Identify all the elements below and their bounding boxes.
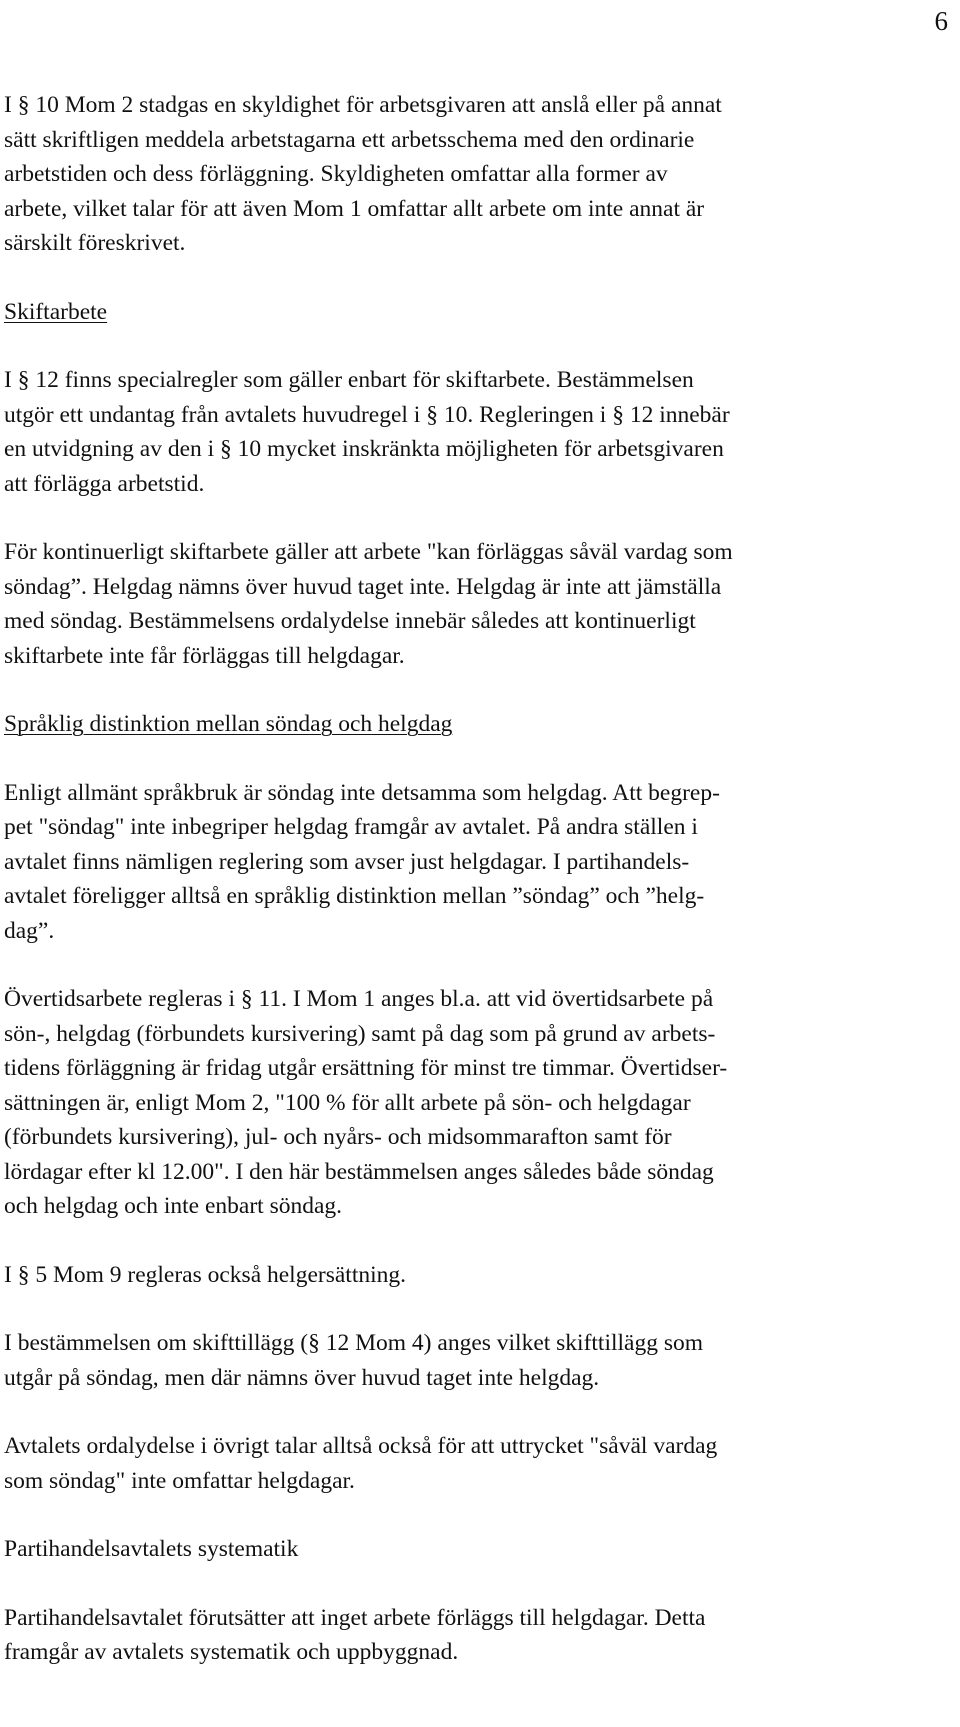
paragraph-5: Övertidsarbete regleras i § 11. I Mom 1 anges bl.a. att vid övertidsarbete på sön-, helgdag (förbundets kursivering) samt på dag som på grund av arbets- tidens förläggning är fridag utgår ersättning för minst tre timmar. Övertidser- sättningen är, enligt Mom 2, "100 % för allt arbete på sön- och helgdagar (förbundets kursivering), jul- och nyårs- och midsommarafton samt för lördagar efter kl 12.00". I den här bestämmelsen anges således både söndag och helgdag och inte enbart söndag. bbox=[4, 986, 728, 1219]
heading-skiftarbete: Skiftarbete bbox=[4, 298, 108, 325]
page-number: 6 bbox=[934, 6, 948, 36]
paragraph-1: I § 10 Mom 2 stadgas en skyldighet för arbetsgivaren att anslå eller på annat sätt skriftligen meddela arbetstagarna ett arbetsschema med den ordinarie arbetstiden och dess förläggning. Skyldigheten omfattar alla former av arbete, vilket talar för att även Mom 1 omfattar allt arbete om inte annat är särskilt föreskrivet. bbox=[4, 92, 722, 256]
paragraph-2: I § 12 finns specialregler som gäller enbart för skiftarbete. Bestämmelsen utgör ett undantag från avtalets huvudregel i § 10. Regleringen i § 12 innebär en utvidgning av den i § 10 mycket inskränkta möjligheten för arbetsgivaren att förlägga arbetstid. bbox=[4, 367, 730, 497]
paragraph-4: Enligt allmänt språkbruk är söndag inte detsamma som helgdag. Att begrep- pet "söndag" inte inbegriper helgdag framgår av avtalet. På andra ställen i avtalet finns nämligen reglering som avser just helgdagar. I partihandels- avtalet föreligger alltså en språklig distinktion mellan ”söndag” och ”helg- dag”. bbox=[4, 779, 720, 944]
document-body bbox=[4, 88, 944, 1670]
heading-systematik: Partihandelsavtalets systematik bbox=[4, 1536, 299, 1562]
paragraph-6: I § 5 Mom 9 regleras också helgersättning. bbox=[4, 1261, 407, 1288]
paragraph-3: För kontinuerligt skiftarbete gäller att arbete "kan förläggas såväl vardag som söndag”. Helgdag nämns över huvud taget inte. Helgdag är inte att jämställa med söndag. Bestämmelsens ordalydelse innebär således att kontinuerligt skiftarbete inte får förläggas till helgdagar. bbox=[4, 539, 733, 669]
paragraph-9: Partihandelsavtalet förutsätter att inget arbete förläggs till helgdagar. Detta framgår av avtalets systematik och uppbyggnad. bbox=[4, 1604, 706, 1665]
paragraph-7: I bestämmelsen om skifttillägg (§ 12 Mom 4) anges vilket skifttillägg som utgår på söndag, men där nämns över huvud taget inte helgdag. bbox=[4, 1330, 704, 1391]
paragraph-8: Avtalets ordalydelse i övrigt talar alltså också för att uttrycket "såväl vardag som söndag" inte omfattar helgdagar. bbox=[4, 1433, 718, 1494]
heading-sprakling-distinktion: Språklig distinktion mellan söndag och helgdag bbox=[4, 711, 453, 737]
